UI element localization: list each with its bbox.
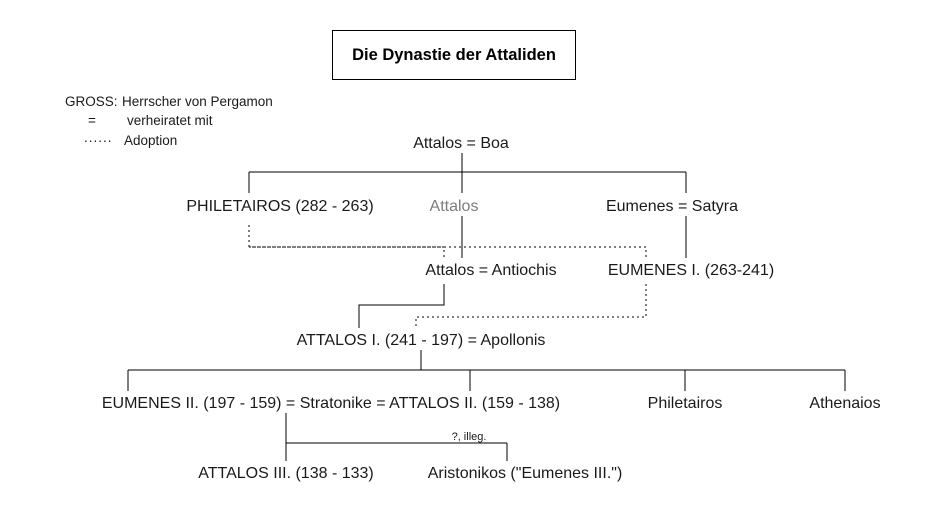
- node-eumenes-i: EUMENES I. (263-241): [607, 262, 775, 279]
- legend-key-1: =: [88, 113, 96, 128]
- node-eumenes-ii-attalos-ii: EUMENES II. (197 - 159) = Stratonike = ATTALOS II. (159 - 138): [101, 395, 561, 412]
- legend-value-0: Herrscher von Pergamon: [122, 94, 273, 109]
- node-attalos-unruled: Attalos: [429, 198, 479, 215]
- legend-key-0: GROSS:: [65, 94, 118, 109]
- node-eumenes-satyra: Eumenes = Satyra: [605, 198, 739, 215]
- node-philetairos-son: Philetairos: [647, 395, 723, 412]
- node-attalos-i-apollonis: ATTALOS I. (241 - 197) = Apollonis: [296, 332, 546, 349]
- node-attalos-iii: ATTALOS III. (138 - 133): [198, 465, 374, 482]
- annotation-illegitimate: ?, illeg.: [451, 431, 487, 443]
- legend-key-2: ......: [84, 130, 113, 145]
- node-athenaios: Athenaios: [809, 395, 881, 412]
- node-philetairos: PHILETAIROS (282 - 263): [186, 198, 374, 215]
- node-aristonikos: Aristonikos ("Eumenes III."): [427, 465, 623, 482]
- legend-value-1: verheiratet mit: [127, 113, 213, 128]
- page-title: Die Dynastie der Attaliden: [352, 45, 556, 64]
- legend-value-2: Adoption: [124, 133, 178, 148]
- title-box: [332, 30, 576, 80]
- node-attalos-antiochis: Attalos = Antiochis: [425, 262, 557, 279]
- node-attalos-boa: Attalos = Boa: [413, 135, 509, 152]
